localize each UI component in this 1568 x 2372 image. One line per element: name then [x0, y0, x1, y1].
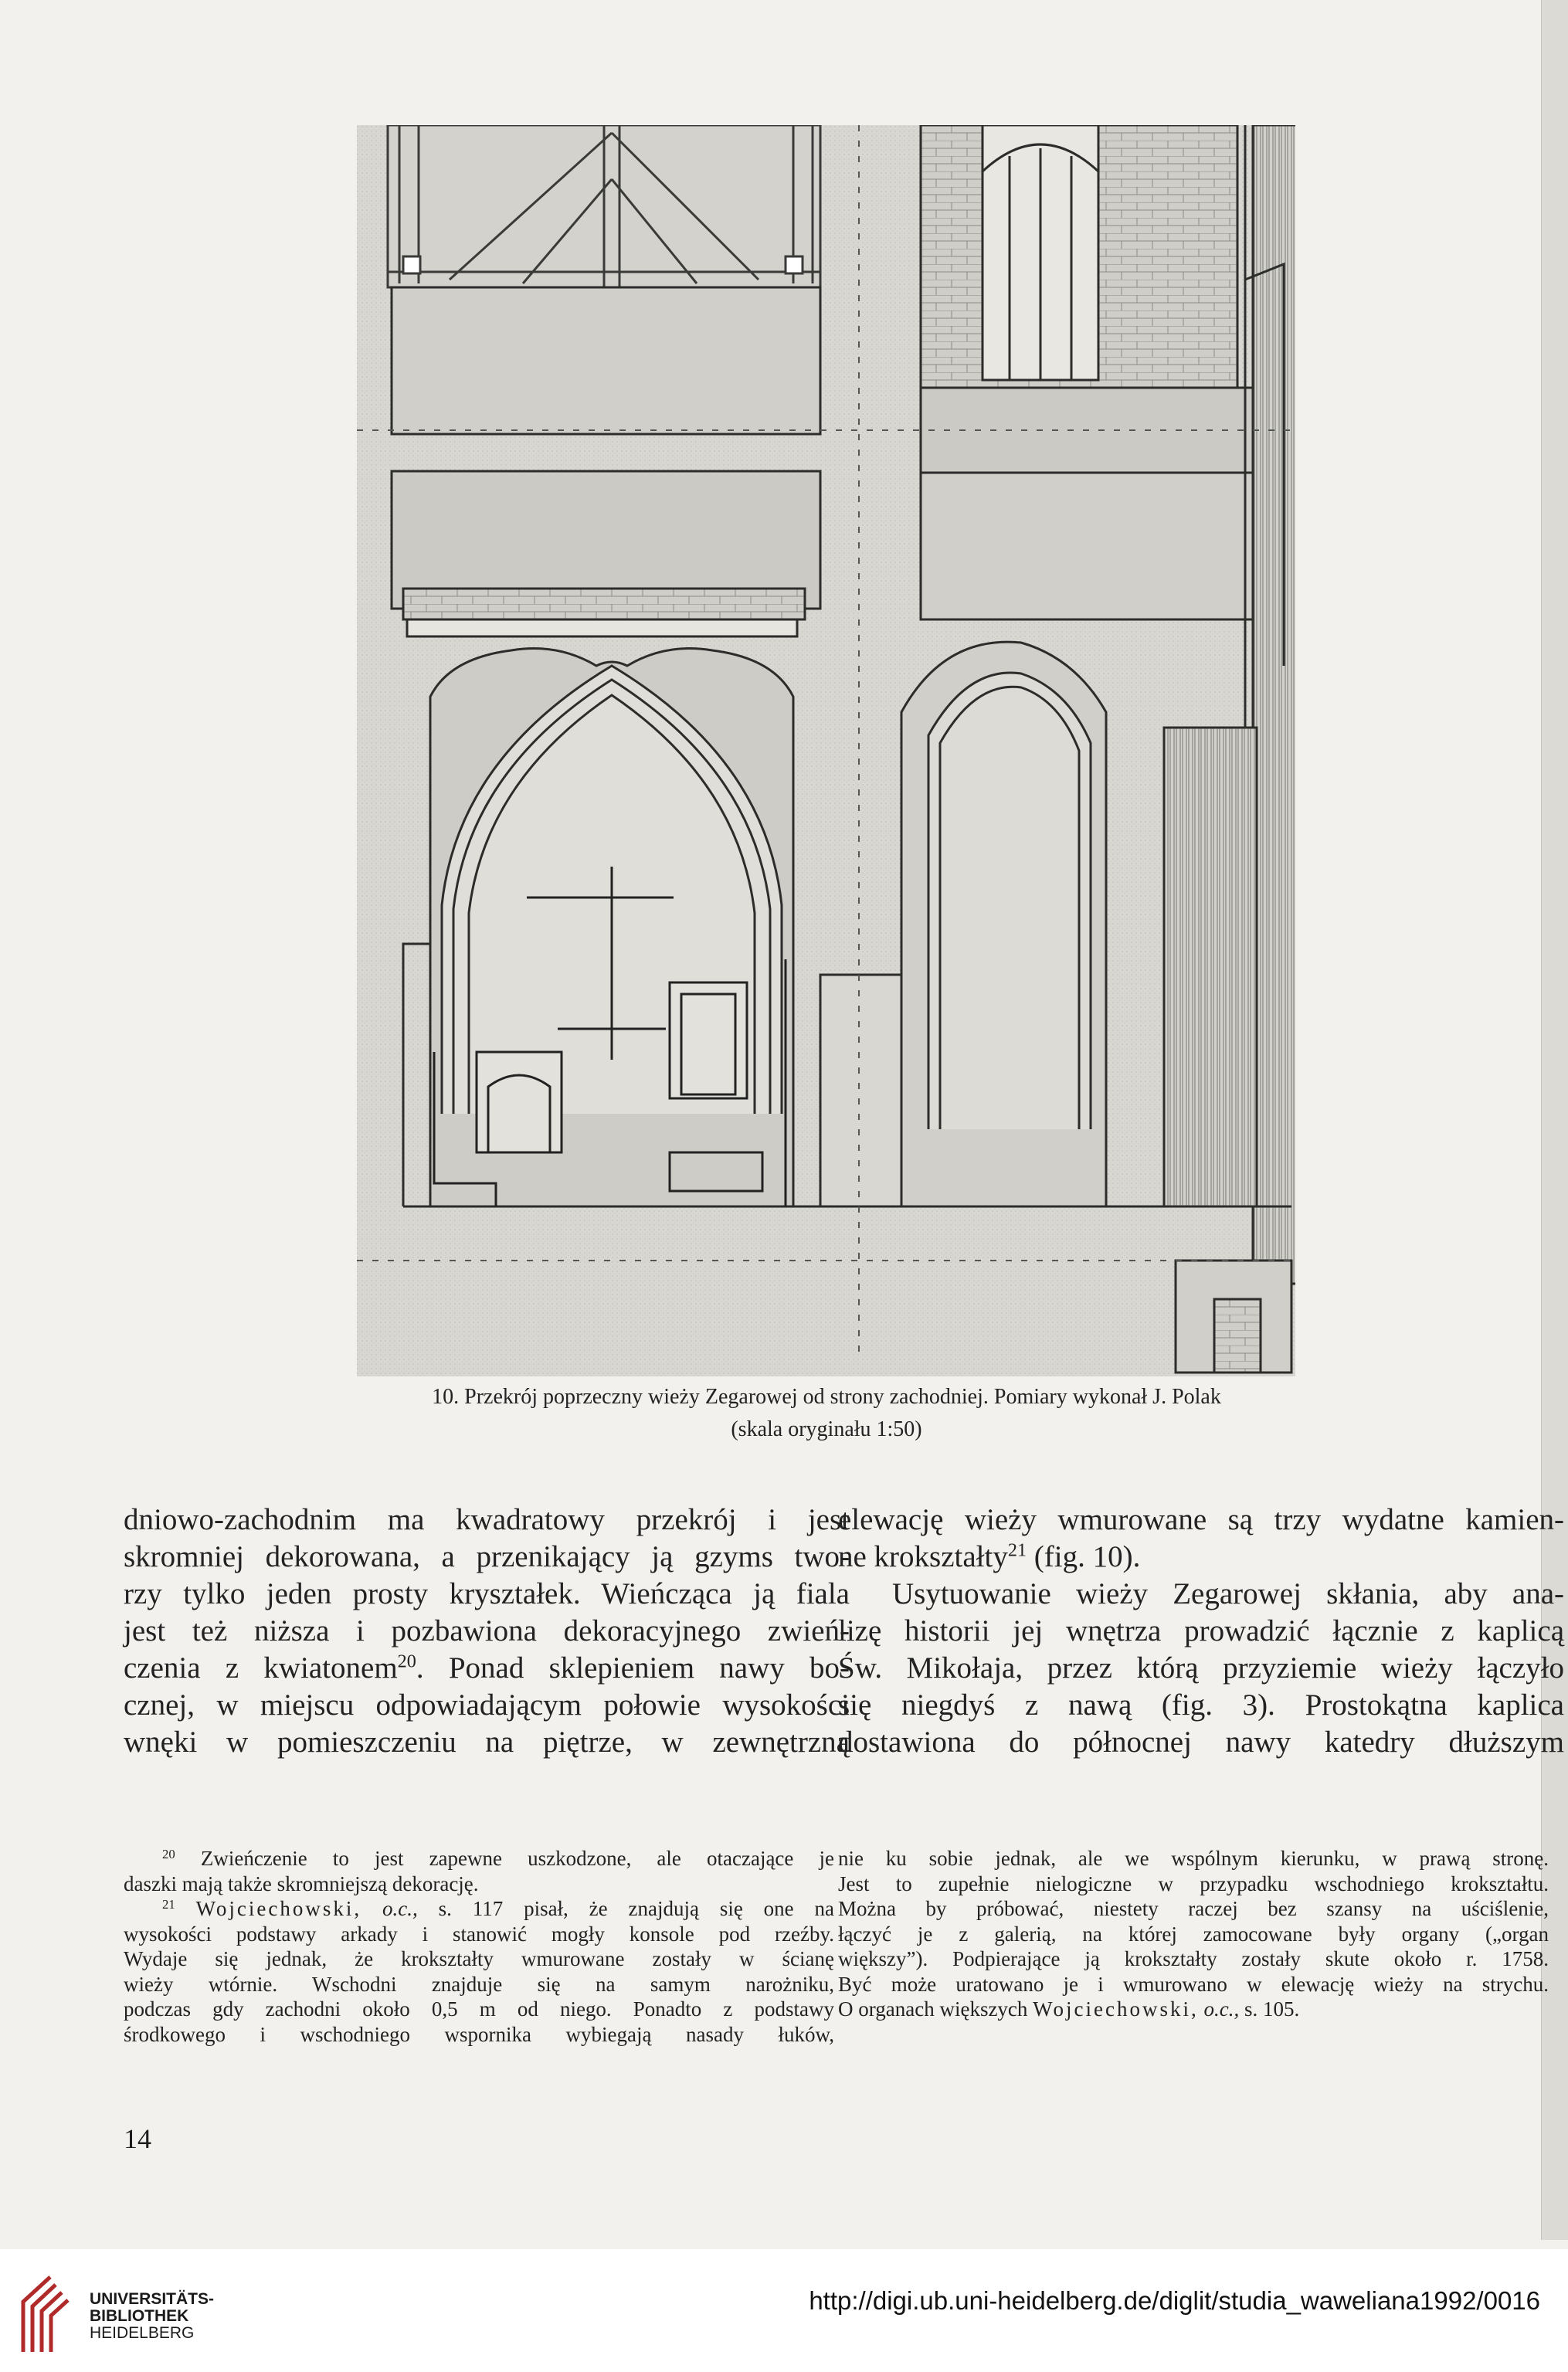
- footnote-line: daszki mają także skromniejszą dekorację.: [124, 1871, 479, 1895]
- body-text-fragment: (fig. 10).: [1027, 1540, 1141, 1573]
- footnotes-right-column: [838, 1846, 1549, 2022]
- footnote-ref-20: 20: [397, 1651, 416, 1672]
- footnote-text: O organach większych: [838, 1997, 1028, 2021]
- body-line-with-footnote: [124, 1650, 850, 1687]
- body-line: elewację wieży wmurowane są trzy wydatne kamien-: [838, 1503, 1564, 1536]
- footnote-line: większy”). Podpierające ją krokształty zostały skute około r. 1758.: [838, 1947, 1549, 1970]
- citation-abbrev: o.c.,: [382, 1897, 418, 1920]
- footnote-number: 21: [162, 1896, 175, 1912]
- page-number: 14: [124, 2123, 151, 2154]
- footnote-ref-21: 21: [1007, 1539, 1027, 1561]
- figure-caption-line-1: 10. Przekrój poprzeczny wieży Zegarowej od strony zachodniej. Pomiary wykonał J. Polak: [432, 1385, 1221, 1409]
- body-line: się niegdyś z nawą (fig. 3). Prostokątna kaplica: [838, 1688, 1564, 1722]
- figure-caption-line-2: (skala oryginału 1:50): [731, 1417, 922, 1441]
- body-text-fragment: czenia z kwiatonem: [124, 1651, 398, 1685]
- footnote-line: podczas gdy zachodni około 0,5 m od niego. Ponadto z podstawy: [124, 1997, 834, 2021]
- body-line: dniowo-zachodnim ma kwadratowy przekrój i jest: [124, 1503, 850, 1536]
- body-text-left-column: [124, 1502, 850, 1761]
- citation-abbrev: o.c.,: [1203, 1997, 1240, 2021]
- footnote-line: Wydaje się jednak, że krokształty wmurowane zostały w ścianę: [124, 1947, 834, 1970]
- footnote-20: [124, 1846, 834, 1871]
- body-line-with-footnote: [838, 1539, 1564, 1576]
- footnote-line: nie ku sobie jednak, ale we wspólnym kierunku, w prawą stronę.: [838, 1847, 1549, 1870]
- footnote-line: Można by próbować, niestety raczej bez szansy na uściślenie,: [838, 1897, 1549, 1920]
- library-name-line: UNIVERSITÄTS-: [90, 2290, 215, 2308]
- architectural-section-drawing: [357, 125, 1295, 1376]
- author-name: Wojciechowski,: [1033, 1997, 1199, 2021]
- footnote-text: Zwieńczenie to jest zapewne uszkodzone, ale otaczające je: [200, 1847, 834, 1870]
- body-text-right-column: [838, 1502, 1564, 1761]
- library-name: [90, 2291, 214, 2342]
- footnote-line: Być może uratowano je i wmurowano w elewację wieży na strychu.: [838, 1972, 1549, 1996]
- body-line: Św. Mikołaja, przez którą przyziemie wieży łączyło: [838, 1651, 1564, 1685]
- author-name: Wojciechowski,: [195, 1897, 362, 1920]
- footnote-line: wieży wtórnie. Wschodni znajduje się na samym narożniku,: [124, 1972, 834, 1996]
- body-line: wnęki w pomieszczeniu na piętrze, w zewnętrzną: [124, 1726, 850, 1759]
- footnotes-left-column: [124, 1846, 834, 2047]
- ub-heidelberg-logo-icon: [15, 2271, 82, 2356]
- body-line: skromniej dekorowana, a przenikający ją gzyms two-: [124, 1540, 850, 1573]
- footnote-line: środkowego i wschodniego wspornika wybiegają nasady łuków,: [124, 2022, 834, 2046]
- footnote-21: [124, 1896, 834, 1922]
- footnote-line: Jest to zupełnie nielogiczne w przypadku wschodniego krokształtu.: [838, 1871, 1549, 1895]
- body-line: cznej, w miejscu odpowiadającym połowie wysokości: [124, 1688, 850, 1722]
- footnote-line: wysokości podstawy arkady i stanowić mogły konsole pod rzeźby.: [124, 1922, 834, 1946]
- body-line: dostawiona do północnej nawy katedry dłuższym: [838, 1726, 1564, 1759]
- footnote-line: łączyć je z galerią, na której zamocowane były organy („organ: [838, 1922, 1549, 1946]
- body-text-fragment: ne krokształty: [838, 1540, 1008, 1573]
- footnote-text: s. 105.: [1244, 1997, 1300, 2021]
- body-text-fragment: . Ponad sklepieniem nawy bo-: [416, 1651, 850, 1685]
- library-name-line: BIBLIOTHEK: [90, 2307, 189, 2325]
- footnote-text: s. 117 pisał, że znajdują się one na: [438, 1897, 834, 1920]
- body-line: Usytuowanie wieży Zegarowej skłania, aby ana-: [892, 1577, 1564, 1610]
- body-line: jest też niższa i pozbawiona dekoracyjnego zwień-: [124, 1614, 850, 1648]
- source-url-link[interactable]: http://digi.ub.uni-heidelberg.de/diglit/studia_waweliana1992/0016: [809, 2286, 1540, 2315]
- body-line: rzy tylko jeden prosty kryształek. Wieńcząca ją fiala: [124, 1577, 850, 1610]
- body-line: lizę historii jej wnętrza prowadzić łącznie z kaplicą: [838, 1614, 1564, 1648]
- footnote-line: [838, 1997, 1549, 2022]
- footnote-number: 20: [162, 1846, 175, 1861]
- library-name-line: HEIDELBERG: [90, 2324, 195, 2342]
